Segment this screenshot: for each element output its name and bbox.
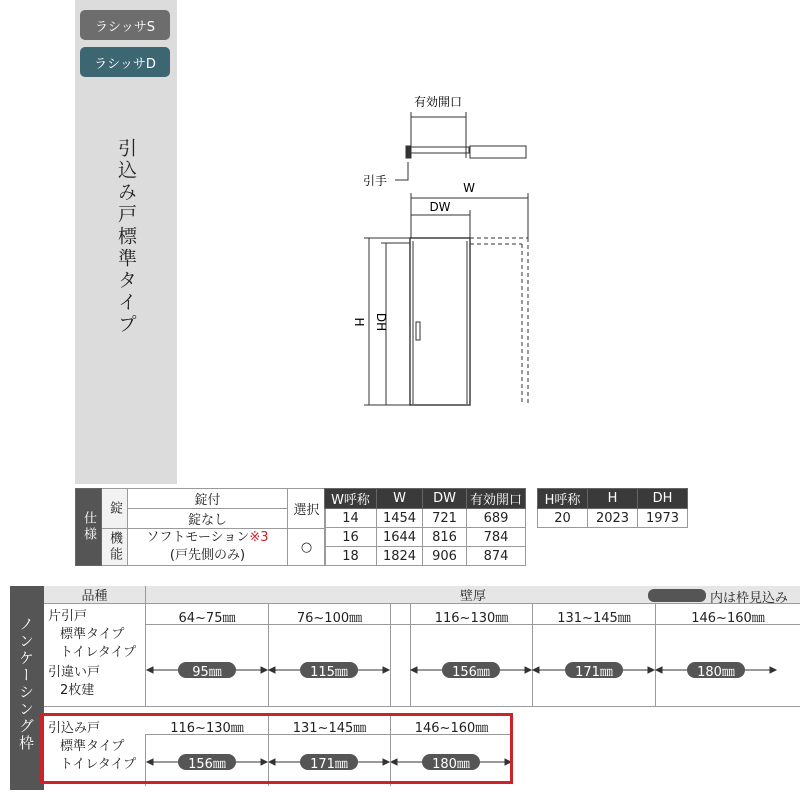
label-katahiki: 片引戸 [48,609,88,624]
frame-pill: 156㎜ [442,662,500,678]
page-title: 引込み戸標準タイプ [115,138,137,336]
label-2mai: 2枚建 [60,683,95,698]
h-label: H [352,317,366,327]
yuko-label: 有効開口 [413,95,463,109]
dh-label: DH [374,312,388,332]
frame-pill: 95㎜ [178,662,236,678]
label-standard-2: 標準タイプ [60,739,125,754]
w-label: W [463,181,475,195]
h-col-0: H呼称 [538,489,588,509]
label-standard: 標準タイプ [60,627,125,642]
lock-off: 錠なし [128,509,288,529]
range: 131~145㎜ [292,721,367,736]
select-label: 選択 [288,489,326,529]
frame-pill: 171㎜ [565,662,623,678]
w-col-0: W呼称 [325,489,377,509]
h-col-2: DH [638,489,688,509]
func-label: 機能 [102,529,128,566]
table-row: 16 1644 816 784 [325,528,526,547]
select-cell[interactable] [288,529,326,566]
frame-pill: 156㎜ [178,754,236,770]
soft-note: ※3 [249,530,269,545]
h-col-1: H [588,489,638,509]
frame-pill: 180㎜ [422,754,480,770]
col-wall: 壁厚 [146,586,800,604]
range: 76~100㎜ [296,611,363,626]
tab-lasissa-d[interactable]: ラシッサD [80,47,170,77]
range: 64~75㎜ [178,611,236,626]
spec-table [75,488,326,566]
col-kind: 品種 [44,586,145,604]
w-col-3: 有効開口 [467,489,526,509]
spec-side-label: 仕様 [76,489,102,566]
range: 146~160㎜ [691,611,765,626]
label-toilet: トイレタイプ [60,645,137,660]
dw-label: DW [429,200,451,214]
hikite-label: 引手 [362,174,388,188]
table-row: 14 1454 721 689 [325,509,526,528]
legend-text: 内は枠見込み [710,591,789,606]
frame-section [10,586,800,790]
label-hikichigai: 引違い戸 [48,665,101,680]
label-hikikomi: 引込み戸 [48,721,101,736]
w-col-2: DW [423,489,467,509]
lock-on: 錠付 [128,489,288,509]
frame-pill: 171㎜ [300,754,358,770]
highlight-box [40,713,513,784]
frame-label: ノンケーシング枠 [17,616,35,752]
soft-motion: ソフトモーション [146,530,250,545]
soft-motion-cell [128,529,288,566]
w-col-1: W [377,489,423,509]
tab-lasissa-s[interactable]: ラシッサS [80,10,170,40]
frame-pill: 115㎜ [300,662,358,678]
table-row: 20 2023 1973 [538,509,688,528]
frame-pill: 180㎜ [687,662,745,678]
h-table [537,488,688,528]
range: 116~130㎜ [170,721,244,736]
range: 146~160㎜ [414,721,489,736]
range: 131~145㎜ [557,611,631,626]
soft-sub: (戸先側のみ) [169,548,246,563]
select-circle: ○ [300,539,313,555]
w-table [324,488,526,566]
range: 116~130㎜ [434,611,509,626]
label-toilet-2: トイレタイプ [60,757,137,772]
table-row: 18 1824 906 874 [325,547,526,566]
lock-label: 錠 [102,489,128,529]
